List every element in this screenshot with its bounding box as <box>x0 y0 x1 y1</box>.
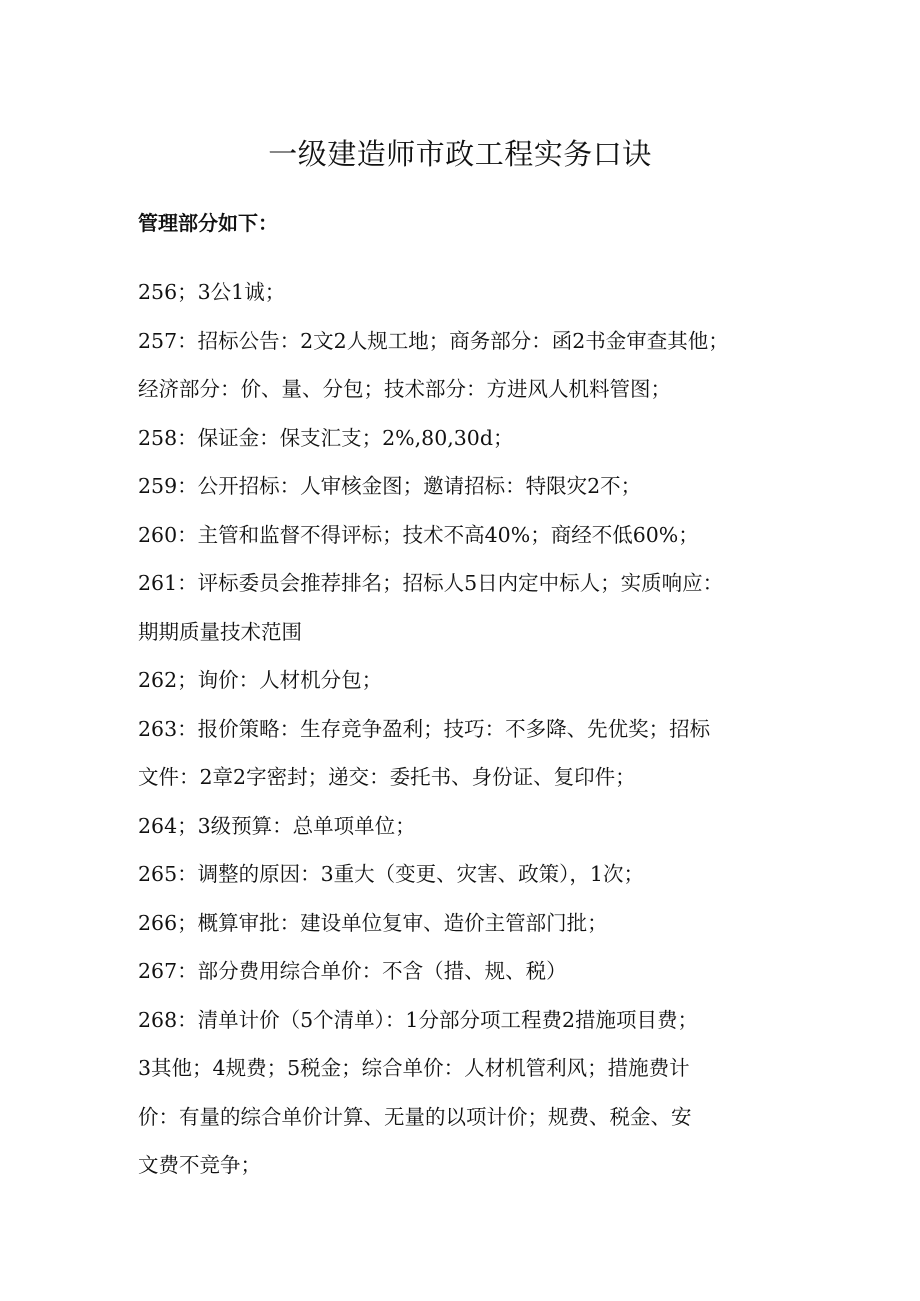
text-line: 265：调整的原因：3重大（变更、灾害、政策），1次； <box>138 862 644 886</box>
text-line: 经济部分：价、量、分包；技术部分：方进风人机料管图； <box>138 377 671 401</box>
text-line: 264；3级预算：总单项单位； <box>138 813 416 838</box>
text-line: 262；询价：人材机分包； <box>138 668 383 692</box>
text-line: 258：保证金：保支汇支；2%,80,30d； <box>138 425 514 450</box>
document-title: 一级建造师市政工程实务口诀 <box>268 137 652 171</box>
text-line: 268：清单计价（5个清单）：1分部分项工程费2措施项目费； <box>138 1007 699 1032</box>
text-line: 267：部分费用综合单价：不含（措、规、税） <box>138 959 567 983</box>
text-line: 3其他；4规费；5税金；综合单价：人材机管利风；措施费计 <box>138 1056 690 1080</box>
text-line: 260：主管和监督不得评标；技术不高40%；商经不低60%； <box>138 522 699 547</box>
document-body <box>138 268 778 1190</box>
text-line: 期期质量技术范围 <box>138 619 302 644</box>
text-line: 263：报价策略：生存竞争盈利；技巧：不多降、先优奖；招标 <box>138 716 711 741</box>
text-line: 261：评标委员会推荐排名；招标人5日内定中标人；实质响应： <box>138 571 724 595</box>
section-heading: 管理部分如下： <box>138 211 278 235</box>
text-line: 266；概算审批：建设单位复审、造价主管部门批； <box>138 910 608 935</box>
text-line: 文费不竞争； <box>138 1153 261 1177</box>
text-line: 259：公开招标：人审核金图；邀请招标：特限灾2不； <box>138 474 642 498</box>
text-line: 256；3公1诚； <box>138 280 286 304</box>
text-line: 257：招标公告：2文2人规工地；商务部分：函2书金审查其他； <box>138 328 729 353</box>
text-line: 文件：2章2字密封；递交：委托书、身份证、复印件； <box>138 765 636 789</box>
text-line: 价：有量的综合单价计算、无量的以项计价；规费、税金、安 <box>138 1104 692 1129</box>
